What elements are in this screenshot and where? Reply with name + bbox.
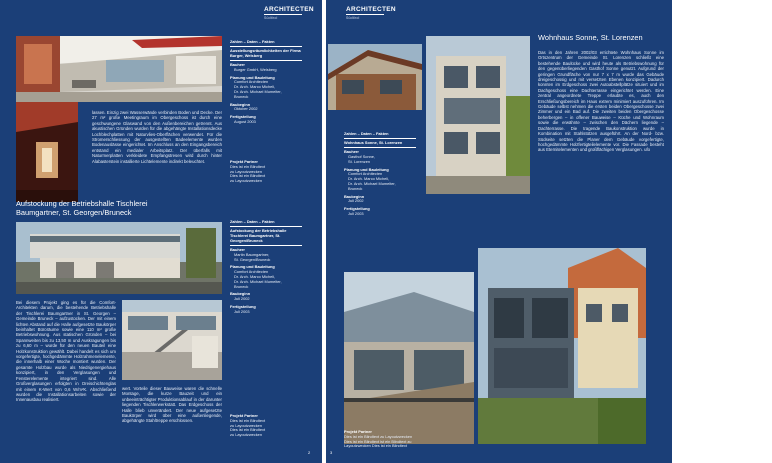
facts-client-label: Bauherr [344, 149, 359, 155]
facts-planning-line: Comfort Architecten [234, 269, 269, 275]
project-partner-1 [230, 160, 302, 184]
partner-line: Dies ist ein Blindtext zu Layoutzwecken [344, 433, 413, 439]
article-text-tischlerei-cont: wert. Vorteile dieser Bauweise waren die schnelle Montage, die kurze Bauzeit und ein unbeeinträchtigter Produktionsablauf in der darunter liegenden Tischlerwerkstatt. Das Erdgeschoss der Halle blieb unverändert. Der neue aufgesetzte Baukörper wird über eine außenliegende, abgehängte Stahltreppe erschlossen. [122, 386, 222, 424]
logo-rule [264, 14, 302, 15]
facts-planning-line: Comfort Architecten [348, 171, 383, 177]
red-room-photo [16, 102, 78, 202]
facts-project: Wohnhaus Sonne, St. Lorenzen [344, 139, 403, 145]
project-partner-2 [230, 414, 302, 438]
partner-line: zu Layoutzwecken [230, 422, 263, 428]
logo [346, 6, 396, 20]
facts-planning-line: Comfort Architecten [234, 79, 269, 85]
facts-start-label: Baubeginn [230, 101, 251, 107]
facts-planning-line: Bruneck [234, 94, 249, 100]
article-sign-off: ufo [644, 147, 651, 153]
workshop-exterior-photo [16, 222, 222, 294]
article-headline-sonne: Wohnhaus Sonne, St. Lorenzen [538, 33, 643, 42]
facts-project: Aufstockung der Betriebshalle Tischlerei Baumgartner, St. Georgen/Bruneck [230, 227, 287, 243]
logo [264, 6, 314, 20]
page-number: 2 [308, 450, 311, 455]
facts-planning-line: Dr. Arch. Michael Mumelter, [348, 181, 396, 187]
logo-rule [346, 14, 384, 15]
partner-label: Projekt Partner [344, 429, 372, 434]
facts-client-line: St. Georgen/Bruneck [234, 256, 271, 262]
partner-line: Dies ist ein Blindtext [230, 417, 266, 423]
facts-done-label: Fertigstellung [230, 303, 256, 309]
staircase-photo [122, 300, 222, 380]
left-page [0, 0, 322, 463]
facts-client-line: Martin Baumgartner, [234, 252, 270, 258]
right-page [326, 0, 672, 463]
facts-client-label: Bauherr [230, 247, 245, 253]
partner-line: zu Layoutzwecken [230, 178, 263, 184]
facts-done: Juli 2003 [234, 308, 250, 314]
facts-planning-line: Dr. Arch. Michael Mumelter, [234, 89, 282, 95]
article-text-body: Das in den Jahren 2002/03 errichtete Wohnhaus Sonne im Ortszentrum der Gemeinde St. Lorenzen schließt eine bestehende Baulücke und wird heute als Betriebswohnung für den gegenüberliegenden Gasthof Sonne genutzt. Aufgrund der geringen Grundfläche von nur 7 x 7 m wurde das Gebäude dreigeschossig und mit versetzten Ebenen konzipiert. Dadurch konnten im Erdgeschoss zwei Autoabstellplätze situiert und im Dachgeschoss eine Dachterrasse eingerichtet werden. Eine zentral angeordnete Treppe erlaubte es, auch den Erschließungsbereich im Haus extrem minimiert auszuführen. Im Gebäude selbst nehmen die ersten beiden Obergeschosse zwei Zimmer und ein Bad auf. Die zweiten beiden Obergeschosse beherbergen – in offener Bauweise – Küche und Wohnraum sowie die erwähnte – zwischen den Dächern liegende – Dachterrasse. Die tragende Baukonstruktion wurde in Kombination mit Stahlstützen ausgeführt. An der Nord- bzw. Südseite setzten die Planer dem Gebäude vorgefertigte, hochgedämmte Holzfertigteilelemente vor. Die Fassade besteht aus Eternitelementen und großflächigen Verglasungen. [538, 50, 664, 153]
terrace-photo [344, 272, 474, 444]
project-partner-sonne [344, 430, 474, 449]
headline-line: Baumgartner, St. Georgen/Bruneck [16, 207, 132, 217]
logo-name: ARCHITECTEN [264, 6, 314, 13]
facts-title: Zahlen – Daten – Fakten [230, 220, 302, 227]
house-roof-photo [328, 44, 422, 110]
facts-planning-line: Dr. Arch. Marco Micheli, [348, 176, 390, 182]
partner-label: Projekt Partner [230, 413, 258, 418]
partner-line: Dies ist ein Blindtext [230, 173, 266, 179]
article-text-tischlerei: Bei diesem Projekt ging es für die Comfort-Architekten darum, die bestehende Betriebshalle der Tischlerei Baumgartner in St. Georgen – Gemeinde Bruneck – aufzustocken. Der mit einem lichten Abstand auf die Halle aufgesetzte Baukörper beinhaltet Büroräume sowie eine 110 m² große Betriebswohnung. Aus statischen Gründen – bei Spannweiten bis zu 13,50 m und Auskragungen bis zu 6,60 m – wurde für den neuen Bauteil eine Holzkonstruktion gewählt. Dabei handelt es sich um vorgefertigte, hochgedämmte Holzrahmenelemente, die innerhalb einer Woche montiert wurden. Der gesamte Holzbau wurde als Niedrigenergiehaus konzipiert, in den Verglasungen und Fensterelemente integriert sind. Alle Großverglasungen erfolgten in Dreischichtenglas mit einem K-Wert von 0,6 W/m²K. Abschließend wurden die Installationsarbeiten sowie der Innenausbau realisiert. [16, 300, 116, 403]
facts-done-label: Fertigstellung [344, 205, 370, 211]
facts-done: Juli 2003 [348, 210, 364, 216]
partner-line: zu Layoutzwecken [230, 432, 263, 438]
partner-line: Dies ist ein Blindtext ist ein Blindtext zu [344, 438, 412, 444]
facts-start: Juli 2002 [234, 296, 250, 302]
partner-label: Projekt Partner [230, 159, 258, 164]
article-text-sonne [538, 50, 664, 153]
house-facade-photo [426, 36, 530, 194]
facts-start: Juli 2002 [348, 198, 364, 204]
facts-box-showroom [230, 40, 302, 125]
facts-box-tischlerei [230, 220, 302, 315]
partner-line: Dies ist ein Blindtext [230, 163, 266, 169]
facts-planning-line: Bruneck [348, 186, 363, 192]
facts-planning-line: Dr. Arch. Marco Micheli, [234, 274, 276, 280]
logo-sub: Südtirol [346, 16, 360, 20]
facts-planning-label: Planung und Bauleitung [230, 74, 275, 80]
partner-line: Layoutzwecken Dies ist ein Blindtext [344, 443, 407, 449]
outer-margin [672, 0, 772, 463]
facts-done: August 2003 [234, 118, 256, 124]
partner-line: zu Layoutzwecken [230, 168, 263, 174]
intro-text: lassen. Einzig zwei Wasserwände verbinden Boden und Decke. Der 27 m² große Meetingraum im Obergeschoss ist durch eine geschwungene Glaswand von den Außenbereichen getrennt. Aus akustischen Gründen wurden für die abgehängte Installationsdecke Lochblechplatten mit Naturvlies-Oberflächen verwendet. Für die Stromerschliessung der ausgestellten Badeelemente wurden Bodenauslässe eingerichtet. Im Anschluss an den Eingangsbereich entstand ein medialer Arbeitsplatz. Der überfalls mit Naturmerplatten verkleidete Empfangstresen wird durch hinter Alabasterstein installierte Lichtelemente indirekt beleuchtet. [92, 110, 222, 164]
article-headline-tischlerei [16, 200, 216, 217]
facts-planning-label: Planung und Bauleitung [230, 264, 275, 270]
facts-client-label: Bauherr [230, 62, 245, 68]
page-number: 3 [330, 450, 333, 455]
logo-name: ARCHITECTEN [346, 6, 396, 13]
partner-line: Dies ist ein Blindtext [230, 427, 266, 433]
logo-sub: Südtirol [264, 16, 278, 20]
facts-start-label: Baubeginn [344, 193, 365, 199]
facts-client-line: Gasthof Sonne, [348, 154, 376, 160]
facts-planning-label: Planung und Bauleitung [344, 166, 389, 172]
facts-planning-line: Bruneck [234, 283, 249, 289]
facts-title: Zahlen – Daten – Fakten [230, 40, 302, 47]
facts-box-sonne [344, 132, 416, 217]
facts-start-label: Baubeginn [230, 291, 251, 297]
facts-client-line: St. Lorenzen [348, 159, 371, 165]
facts-client: Burger GmbH, Welsberg [234, 67, 277, 73]
facts-planning-line: Dr. Arch. Michael Mumelter, [234, 279, 282, 285]
house-exterior-photo [478, 248, 646, 444]
headline-line: Aufstockung der Betriebshalle Tischlerei [16, 199, 148, 208]
facts-project: Ausstellungsräumlichkeiten der Firma Burger, Welsberg [230, 47, 301, 58]
facts-planning-line: Dr. Arch. Marco Micheli, [234, 84, 276, 90]
showroom-photo [16, 36, 222, 102]
facts-done-label: Fertigstellung [230, 113, 256, 119]
facts-title: Zahlen – Daten – Fakten [344, 132, 416, 139]
facts-start: Oktober 2002 [234, 106, 258, 112]
